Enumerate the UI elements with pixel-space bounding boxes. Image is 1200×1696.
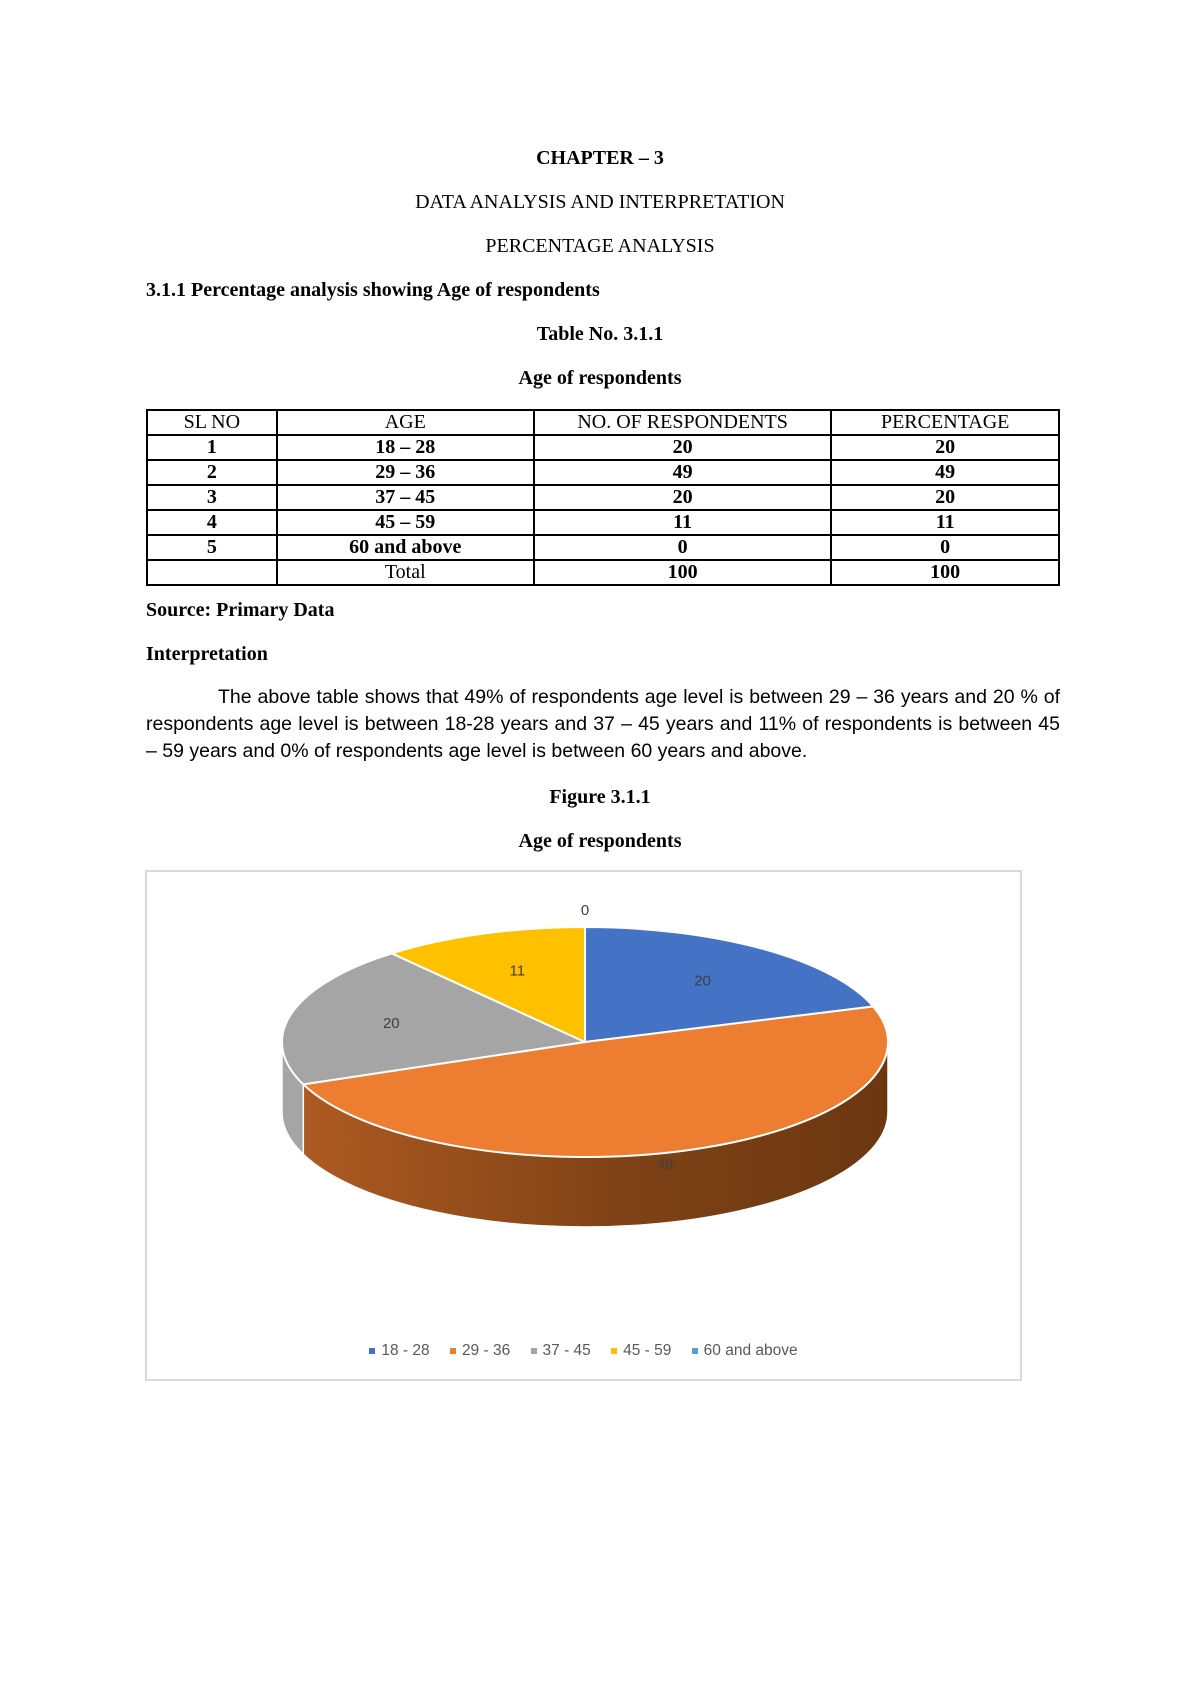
pie-chart (145, 870, 1022, 1381)
subsection-heading: PERCENTAGE ANALYSIS (485, 235, 715, 257)
legend-item (369, 1342, 429, 1360)
table-title: Age of respondents (518, 367, 682, 389)
table-row (147, 485, 1059, 510)
cell-percentage: 49 (831, 460, 1059, 485)
cell-percentage: 11 (831, 510, 1059, 535)
legend-label: 29 - 36 (461, 1342, 511, 1359)
table-row (147, 535, 1059, 560)
cell-respondents: 11 (534, 510, 831, 535)
legend-item (450, 1342, 510, 1360)
cell-age: 29 – 36 (277, 460, 534, 485)
legend-label: 45 - 59 (623, 1342, 672, 1359)
cell-percentage: 20 (831, 435, 1059, 460)
legend-swatch (531, 1348, 537, 1354)
cell-respondents: 49 (534, 460, 831, 485)
cell-sl-no: 1 (147, 435, 277, 460)
legend-item (692, 1342, 798, 1360)
table-row (147, 435, 1059, 460)
legend-swatch (692, 1348, 698, 1354)
header-percentage: PERCENTAGE (831, 410, 1059, 435)
table-row (147, 510, 1059, 535)
header-sl-no: SL NO (147, 410, 277, 435)
legend-swatch (450, 1348, 456, 1354)
data-label-60andabove: 0 (580, 901, 590, 919)
legend-label: 37 - 45 (542, 1342, 591, 1359)
cell-sl-no: 5 (147, 535, 277, 560)
cell-sl-no: 3 (147, 485, 277, 510)
cell-respondents: 0 (534, 535, 831, 560)
source-note: Source: Primary Data (146, 599, 335, 621)
data-label-37-45: 20 (382, 1015, 400, 1033)
cell-sl-no: 2 (147, 460, 277, 485)
data-label-29-36: 49 (656, 1156, 674, 1174)
table-row (147, 460, 1059, 485)
age-table (146, 409, 1060, 586)
header-respondents: NO. OF RESPONDENTS (534, 410, 831, 435)
cell-respondents: 20 (534, 435, 831, 460)
cell-percentage: 0 (831, 535, 1059, 560)
figure-title: Age of respondents (518, 830, 682, 852)
cell-respondents: 20 (534, 485, 831, 510)
cell-sl-no: 4 (147, 510, 277, 535)
chapter-heading: CHAPTER – 3 (536, 147, 664, 169)
figure-label: Figure 3.1.1 (549, 786, 651, 808)
data-label-18-28: 20 (694, 972, 711, 990)
pie-chart-canvas (147, 872, 1020, 1379)
legend-swatch (369, 1348, 375, 1354)
section-heading: DATA ANALYSIS AND INTERPRETATION (415, 191, 785, 213)
cell-percentage: 20 (831, 485, 1059, 510)
table-header-row (147, 410, 1059, 435)
legend-label: 60 and above (703, 1342, 798, 1359)
interpretation-heading: Interpretation (146, 643, 268, 665)
table-number: Table No. 3.1.1 (536, 323, 664, 345)
cell-age: 45 – 59 (277, 510, 534, 535)
legend-item (611, 1342, 671, 1360)
cell-sl-no (147, 560, 277, 585)
topic-heading: 3.1.1 Percentage analysis showing Age of respondents (146, 279, 600, 301)
legend-label: 18 - 28 (381, 1342, 430, 1359)
chart-legend (147, 1342, 1020, 1360)
cell-age: 37 – 45 (277, 485, 534, 510)
legend-swatch (611, 1348, 617, 1354)
table-total-row (147, 560, 1059, 585)
legend-item (531, 1342, 591, 1360)
cell-age: 18 – 28 (277, 435, 534, 460)
interpretation-paragraph (146, 684, 1060, 765)
cell-total-respondents: 100 (534, 560, 831, 585)
cell-total-percentage: 100 (831, 560, 1059, 585)
interpretation-text: The above table shows that 49% of respondents age level is between 29 – 36 years and 20 % of respondents age level is between 18-28 years and 37 – 45 years and 11% of respondents is between 45 – 59 years and 0% of respondents age level is between 60 years and above. (146, 686, 1060, 762)
cell-age: 60 and above (277, 535, 534, 560)
header-age: AGE (277, 410, 534, 435)
data-label-45-59: 11 (509, 962, 526, 980)
cell-total-label: Total (277, 560, 534, 585)
